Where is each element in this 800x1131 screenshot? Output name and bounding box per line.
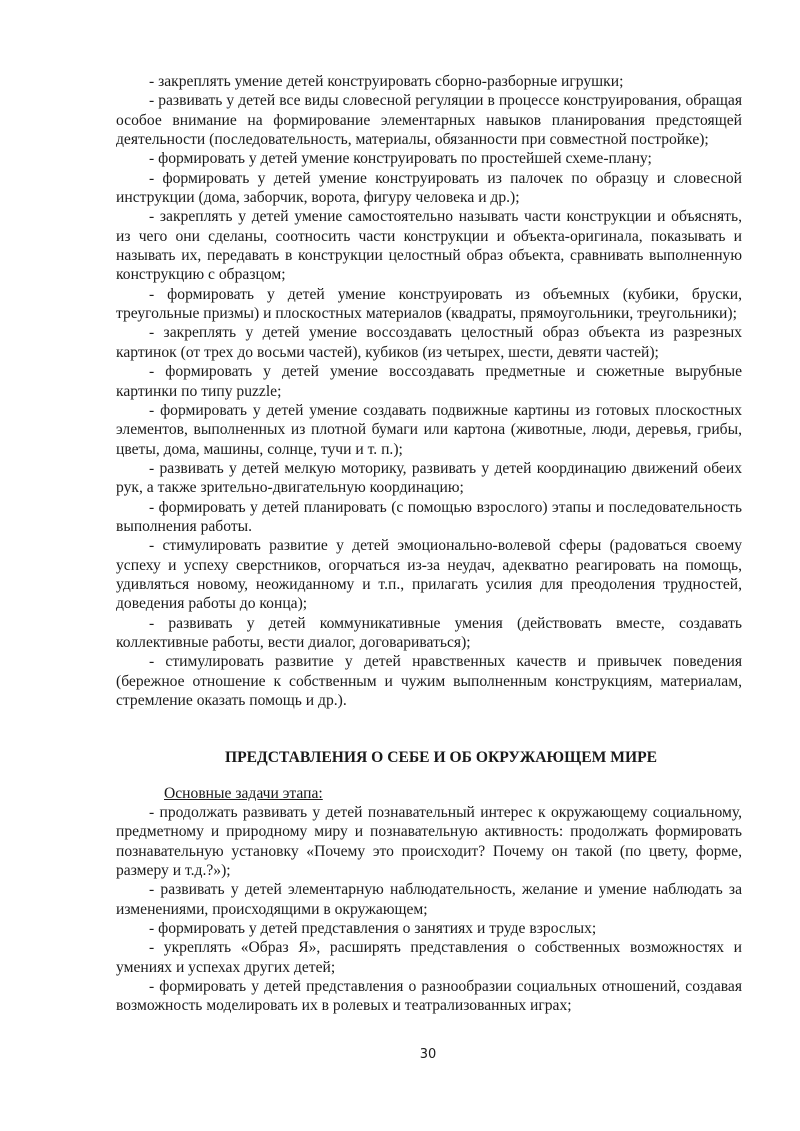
list-item: - продолжать развивать у детей познавательный интерес к окружающему социальному, предметному и природному миру и познавательную активность: продолжать формировать познавательную установку «Почему это происходит? Почему он такой (по цвету, форме, размеру и т.д.?»); [116,804,742,880]
list-item: - формировать у детей умение конструировать из палочек по образцу и словесной инструкции (дома, заборчик, ворота, фигуру человека и др.); [116,169,742,207]
list-item: - закреплять умение детей конструировать сборно-разборные игрушки; [149,73,624,90]
list-item: - закреплять у детей умение самостоятельно называть части конструкции и объяснять, из чего они сделаны, соотносить части конструкции и объекта-оригинала, показывать и называть их, передавать в конструкции целостный образ объекта, сравнивать выполненную конструкцию с образцом; [116,208,742,284]
list-item: - укреплять «Образ Я», расширять представления о собственных возможностях и умениях и успехах других детей; [116,939,742,976]
document-page [116,72,742,1016]
task-list-bottom [116,803,742,1016]
subsection-title: Основные задачи этапа: [164,784,323,802]
list-item: - стимулировать развитие у детей эмоционально-волевой сферы (радоваться своему успеху и успеху сверстников, огорчаться из-за неудач, адекватно реагировать на помощь, удивляться новому, неожиданному и т.п., прилагать усилия для преодоления трудностей, доведения работы до конца); [116,537,742,613]
list-item: - формировать у детей представления о занятиях и труде взрослых; [149,920,597,938]
task-list-top [116,72,742,710]
section-title: ПРЕДСТАВЛЕНИЯ О СЕБЕ И ОБ ОКРУЖАЮЩЕМ МИРЕ [224,749,657,767]
list-item: - формировать у детей умение конструировать по простейшей схеме-плану; [149,150,652,168]
list-item: - формировать у детей представления о разнообразии социальных отношений, создавая возможность моделировать их в ролевых и театрализованных играх; [116,978,742,1015]
list-item: - формировать у детей умение конструировать из объемных (кубики, бруски, треугольные призмы) и плоскостных материалов (квадраты, прямоугольники, треугольники); [116,285,742,323]
list-item: - формировать у детей планировать (с помощью взрослого) этапы и последовательность выполнения работы. [116,498,742,535]
list-item: - развивать у детей мелкую моторику, развивать у детей координацию движений обеих рук, а также зрительно-двигательную координацию; [116,459,742,497]
list-item: - закреплять у детей умение воссоздавать целостный образ объекта из разрезных картинок (от трех до восьми частей), кубиков (из четырех, шести, девяти частей); [116,324,742,361]
list-item: - развивать у детей элементарную наблюдательность, желание и умение наблюдать за изменениями, происходящими в окружающем; [116,881,742,918]
page-number: 30 [419,1047,437,1062]
section-spacer [116,710,742,748]
list-item: - стимулировать развитие у детей нравственных качеств и привычек поведения (бережное отношение к собственным и чужим выполненным конструкциям, материалам, стремление оказать помощь и др.). [116,653,742,709]
list-item: - формировать у детей умение воссоздавать предметные и сюжетные вырубные картинки по типу puzzle; [116,363,742,400]
list-item: - формировать у детей умение создавать подвижные картины из готовых плоскостных элементов, выполненных из плотной бумаги или картона (животные, люди, деревья, грибы, цветы, дома, машины, солнце, тучи и т. п.); [116,401,742,458]
list-item: - развивать у детей коммуникативные умения (действовать вместе, создавать коллективные работы, вести диалог, договариваться); [116,614,742,651]
list-item: - развивать у детей все виды словесной регуляции в процессе конструирования, обращая особое внимание на формирование элементарных навыков планирования предстоящей деятельности (последовательность, материалы, обязанности при совместной постройке); [116,92,742,149]
